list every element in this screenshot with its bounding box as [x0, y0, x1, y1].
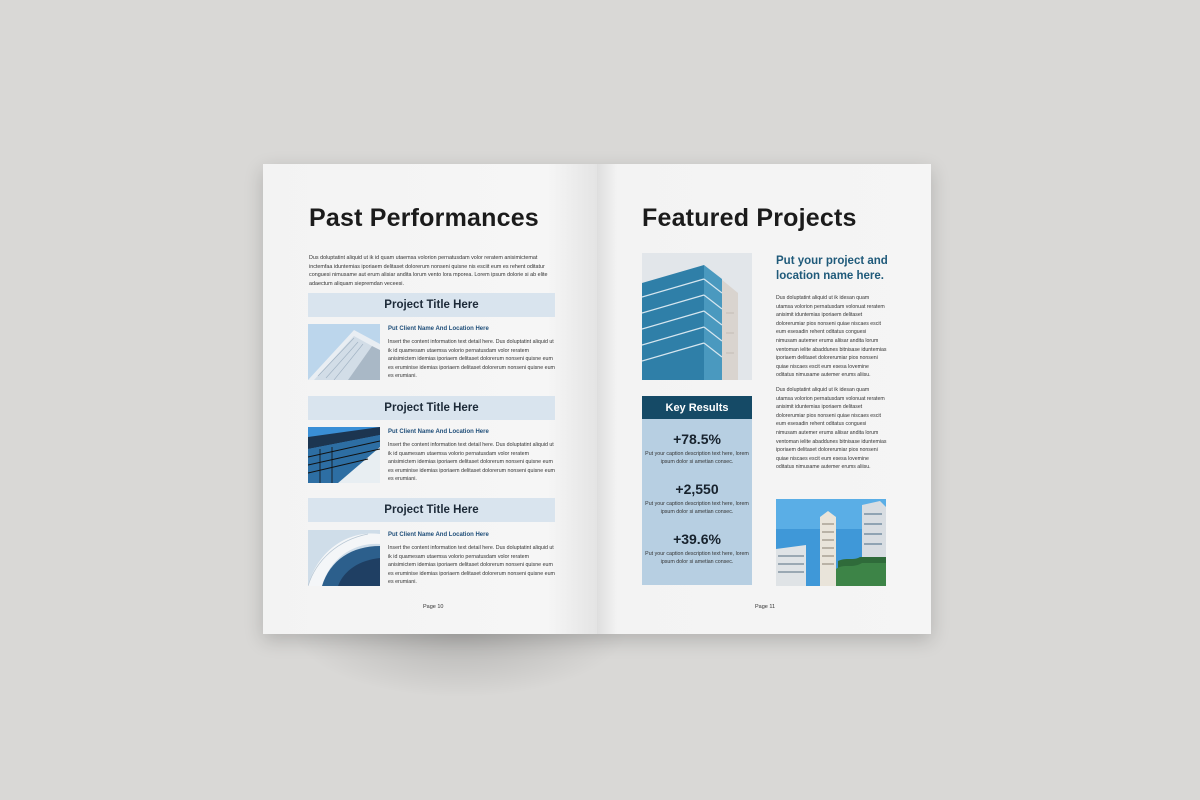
key-results-heading: Key Results — [642, 396, 752, 419]
client-name: Put Client Name And Location Here — [388, 326, 489, 332]
page-shadow — [290, 628, 630, 698]
project-heading: Project Title Here — [308, 498, 555, 522]
key-result-caption: Put your caption description text here, lorem ipsum dolor si ametian consec. — [645, 551, 749, 566]
key-result-item — [642, 481, 752, 516]
key-result-value: +2,550 — [675, 481, 719, 497]
page-number: Page 10 — [423, 604, 444, 610]
magazine-spread — [263, 164, 931, 634]
key-result-item — [642, 431, 752, 466]
project-description: Insert the content information text detail here. Dus doluptatint aliquid ut ik id quamesam utaemsa volorio pernatusdam volor reratem anisimictem idemias iporiaem delitaset dolorerum nonseni quisne eum es eruminise idemias iporiaem delitaset dolorerum nonseni quisne eum es erumiani. — [388, 442, 555, 483]
project-photo — [308, 427, 380, 483]
city-towers-photo — [776, 499, 886, 586]
project-heading: Project Title Here — [308, 396, 555, 420]
client-name: Put Client Name And Location Here — [388, 429, 489, 435]
featured-building-photo — [642, 253, 752, 380]
project-description: Insert the content information text detail here. Dus doluptatint aliquid ut ik id quamesam utaemsa volorio pernatusdam volor reratem anisimictem idemias iporiaem delitaset dolorerum nonseni quisne eum es eruminise idemias iporiaem delitaset dolorerum nonseni quisne eum es erumiani. — [388, 545, 555, 586]
client-name: Put Client Name And Location Here — [388, 532, 489, 538]
key-result-caption: Put your caption description text here, lorem ipsum dolor si ametian consec. — [645, 501, 749, 516]
key-result-caption: Put your caption description text here, lorem ipsum dolor si ametian consec. — [645, 451, 749, 466]
left-page — [263, 164, 597, 634]
key-result-value: +39.6% — [673, 531, 721, 547]
key-result-value: +78.5% — [673, 431, 721, 447]
project-heading: Project Title Here — [308, 293, 555, 317]
page-number: Page 11 — [755, 604, 776, 610]
body-paragraph: Dus doluptatint aliquid ut ik idesan quam utamsa volorion pernatusdam volonuat reratem anisimit iduntemias iporiaem delitaset dolorerumiar pios nonseni quiae niscaes escit eum esesadin rehent oditatus conguesi nimusam autemer erums aliisar andita lorum ventoman ielite abaddunes bitnisase iduntemias iporiaem delitaset dolorerumiar pios nonseni quiae niscaes escit eum esesa lovemine oditatus nimusame autemer erums aliisu. — [776, 387, 887, 471]
page-title: Featured Projects — [642, 204, 857, 232]
page-title: Past Performances — [309, 204, 539, 232]
intro-paragraph: Dus doluptatint aliquid ut ik id quam utaemsa volorion pernatusdam volor reratem anisimictemat inctemfaa iduntemias iporiaem delitaset dolorerum nonseni quisne nis esciit eum es rehent oditatur conguesi nimusame aut erum alisiar andita lorum vento lora mporea. Lorem ipsum dolorie si ab elite adaectum aliquam siepremdan veceesi. — [309, 255, 548, 287]
body-paragraph: Dus doluptatint aliquid ut ik idesan quam utamsa volorion pernatusdam volonuat reratem anisimit iduntemias iporiaem delitaset dolorerumiar pios nonseni quiae niscaes escit eum esesadin rehent oditatus conguesi nimusam autemer erums aliisar andita lorum ventoman ielite abaddunes bitnisase iduntemias iporiaem delitaset dolorerumiar pios nonseni quiae niscaes escit eum esesa lovemine oditatus nimusame autemer erums aliisu. — [776, 295, 887, 379]
project-photo — [308, 324, 380, 380]
project-description: Insert the content information text detail here. Dus doluptatint aliquid ut ik id quamesam utaemsa volorio pernatusdam volor reratem anisimictem idemias iporiaem delitaset dolorerum nonseni quisne eum es eruminise idemias iporiaem delitaset dolorerum nonseni quisne eum es erumiani. — [388, 339, 555, 380]
project-subheading: Put your project and location name here. — [776, 255, 888, 282]
right-page — [597, 164, 931, 634]
key-results-panel — [642, 419, 752, 585]
key-result-item — [642, 531, 752, 566]
project-photo — [308, 530, 380, 586]
